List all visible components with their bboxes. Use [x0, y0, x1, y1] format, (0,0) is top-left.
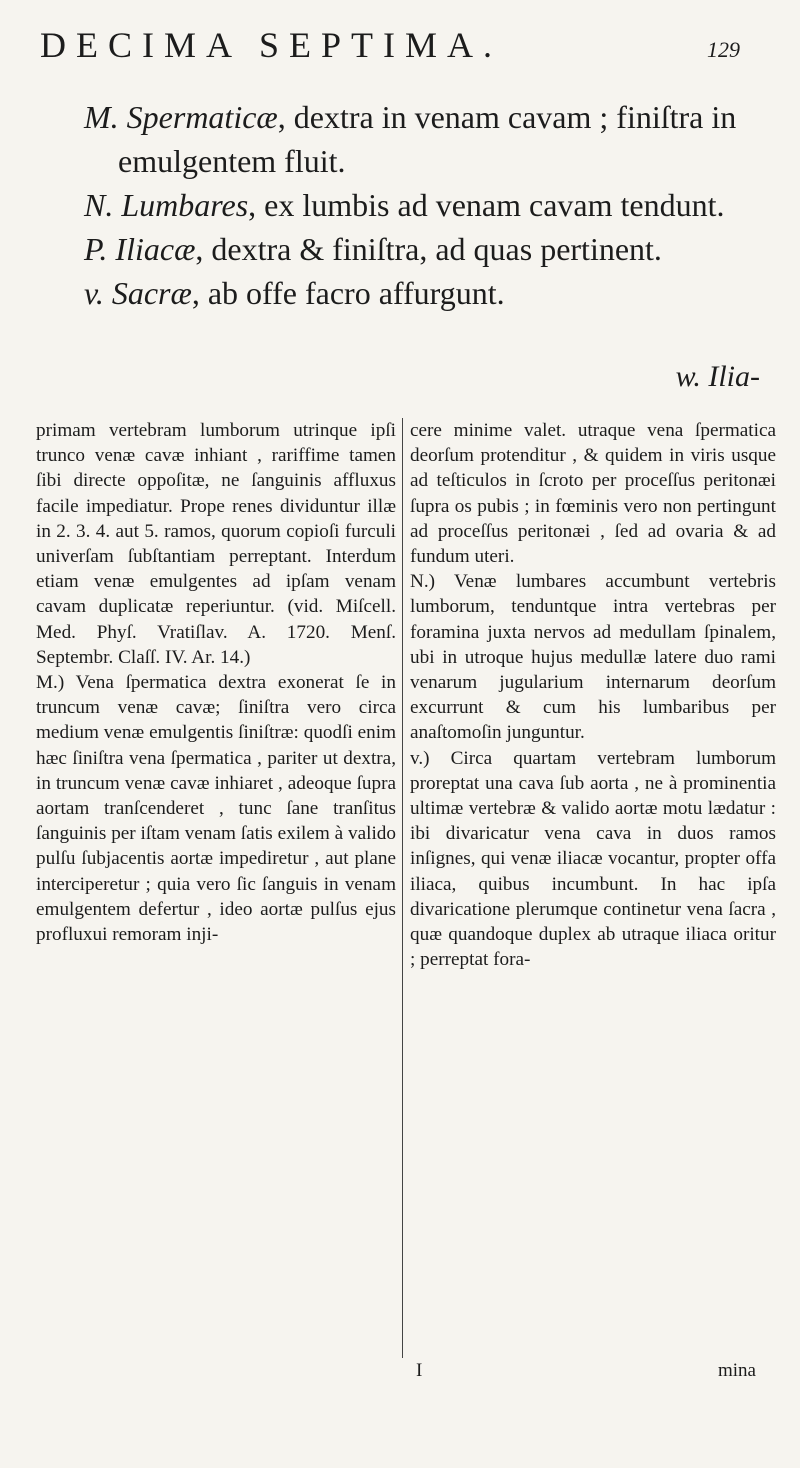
- left-paragraph-1: primam vertebram lumborum utrinque ipſi trunco venæ cavæ inhiant , rariffime tamen ſibi directe oppoſitæ, ne ſanguinis affluxus facile impediatur. Prope renes dividuntur illæ in 2. 3. 4. aut 5. ramos, quorum copioſi furculi univerſam ſubſtantiam perreptant. Interdum etiam venæ emulgentes ad ipſam venam cavam duplicatæ reperiuntur. (vid. Miſcell. Med. Phyſ. Vratiſlav. A. 1720. Menſ. Septembr. Claſſ. IV. Ar. 14.): [36, 420, 396, 668]
- legend-item-v: v. Sacræ, ab offe facro affurgunt.: [84, 275, 505, 311]
- page-number: 129: [707, 37, 740, 62]
- header-title: DECIMA SEPTIMA.: [40, 25, 503, 65]
- right-column: [410, 418, 776, 972]
- right-paragraph-1: cere minime valet. utraque vena ſpermatica deorſum protenditur , & quidem in viris usque ad teſticulos in ſcroto per proceſſus peritonæi ſupra os pubis ; in fœminis vero non pertingunt ad proceſſus peritonæi , ſed ad ovaria & ad fundum uteri.: [410, 420, 776, 568]
- legend-item-p: P. Iliacæ, dextra & finiſtra, ad quas pertinent.: [84, 231, 662, 267]
- legend-item-m: M. Spermaticæ, dextra in venam cavam ; finiſtra in emulgentem fluit.: [84, 99, 737, 179]
- signature-mark: I: [416, 1360, 423, 1381]
- page-footer: [410, 1360, 776, 1382]
- legend-catchword: w. Ilia-: [675, 360, 760, 393]
- left-column: [36, 418, 403, 1358]
- right-paragraph-3: v.) Circa quartam vertebram lumborum proreptat una cava ſub aorta , ne à prominentia ultimæ vertebræ & valido aortæ motu lædatur : ibi divaricatur vena cava in duos ramos inſignes, qui venæ iliacæ vocantur, propter offa iliaca, quibus incumbunt. In hac ipſa divaricatione plerumque continetur vena ſacra , quæ quandoque duplex ab utraque iliaca oritur ; perreptat fora-: [410, 747, 776, 971]
- footer-catchword: mina: [718, 1360, 756, 1381]
- figure-legend: [84, 95, 744, 315]
- right-paragraph-2: N.) Venæ lumbares accumbunt vertebris lumborum, tenduntque intra vertebras per foramina juxta nervos ad medullam ſpinalem, ubi in utroque hujus medullæ latere duo rami venarum jugularium internarum deorſum excurrunt & cum his lumbaribus per anaſtomoſin junguntur.: [410, 571, 776, 744]
- running-header: [40, 24, 740, 66]
- left-paragraph-2: M.) Vena ſpermatica dextra exonerat ſe in truncum venæ cavæ; ſiniſtra vero circa medium venæ emulgentis ſiniſtræ: quodſi enim hæc ſiniſtra vena ſpermatica , pariter ut dextra, in truncum venæ cavæ inhiaret , adeoque ſupra aortam tranſcenderet , tunc ſane tranſitus ſanguinis per iſtam venam ſatis exilem à valido pulſu ſubjacentis aortæ impediretur , aut plane interciperetur ; quia vero ſic ſanguis in venam emulgentem defertur , ideo aortæ pulſus ejus profluxui remoram inji-: [36, 672, 396, 946]
- legend-item-n: N. Lumbares, ex lumbis ad venam cavam tendunt.: [84, 187, 725, 223]
